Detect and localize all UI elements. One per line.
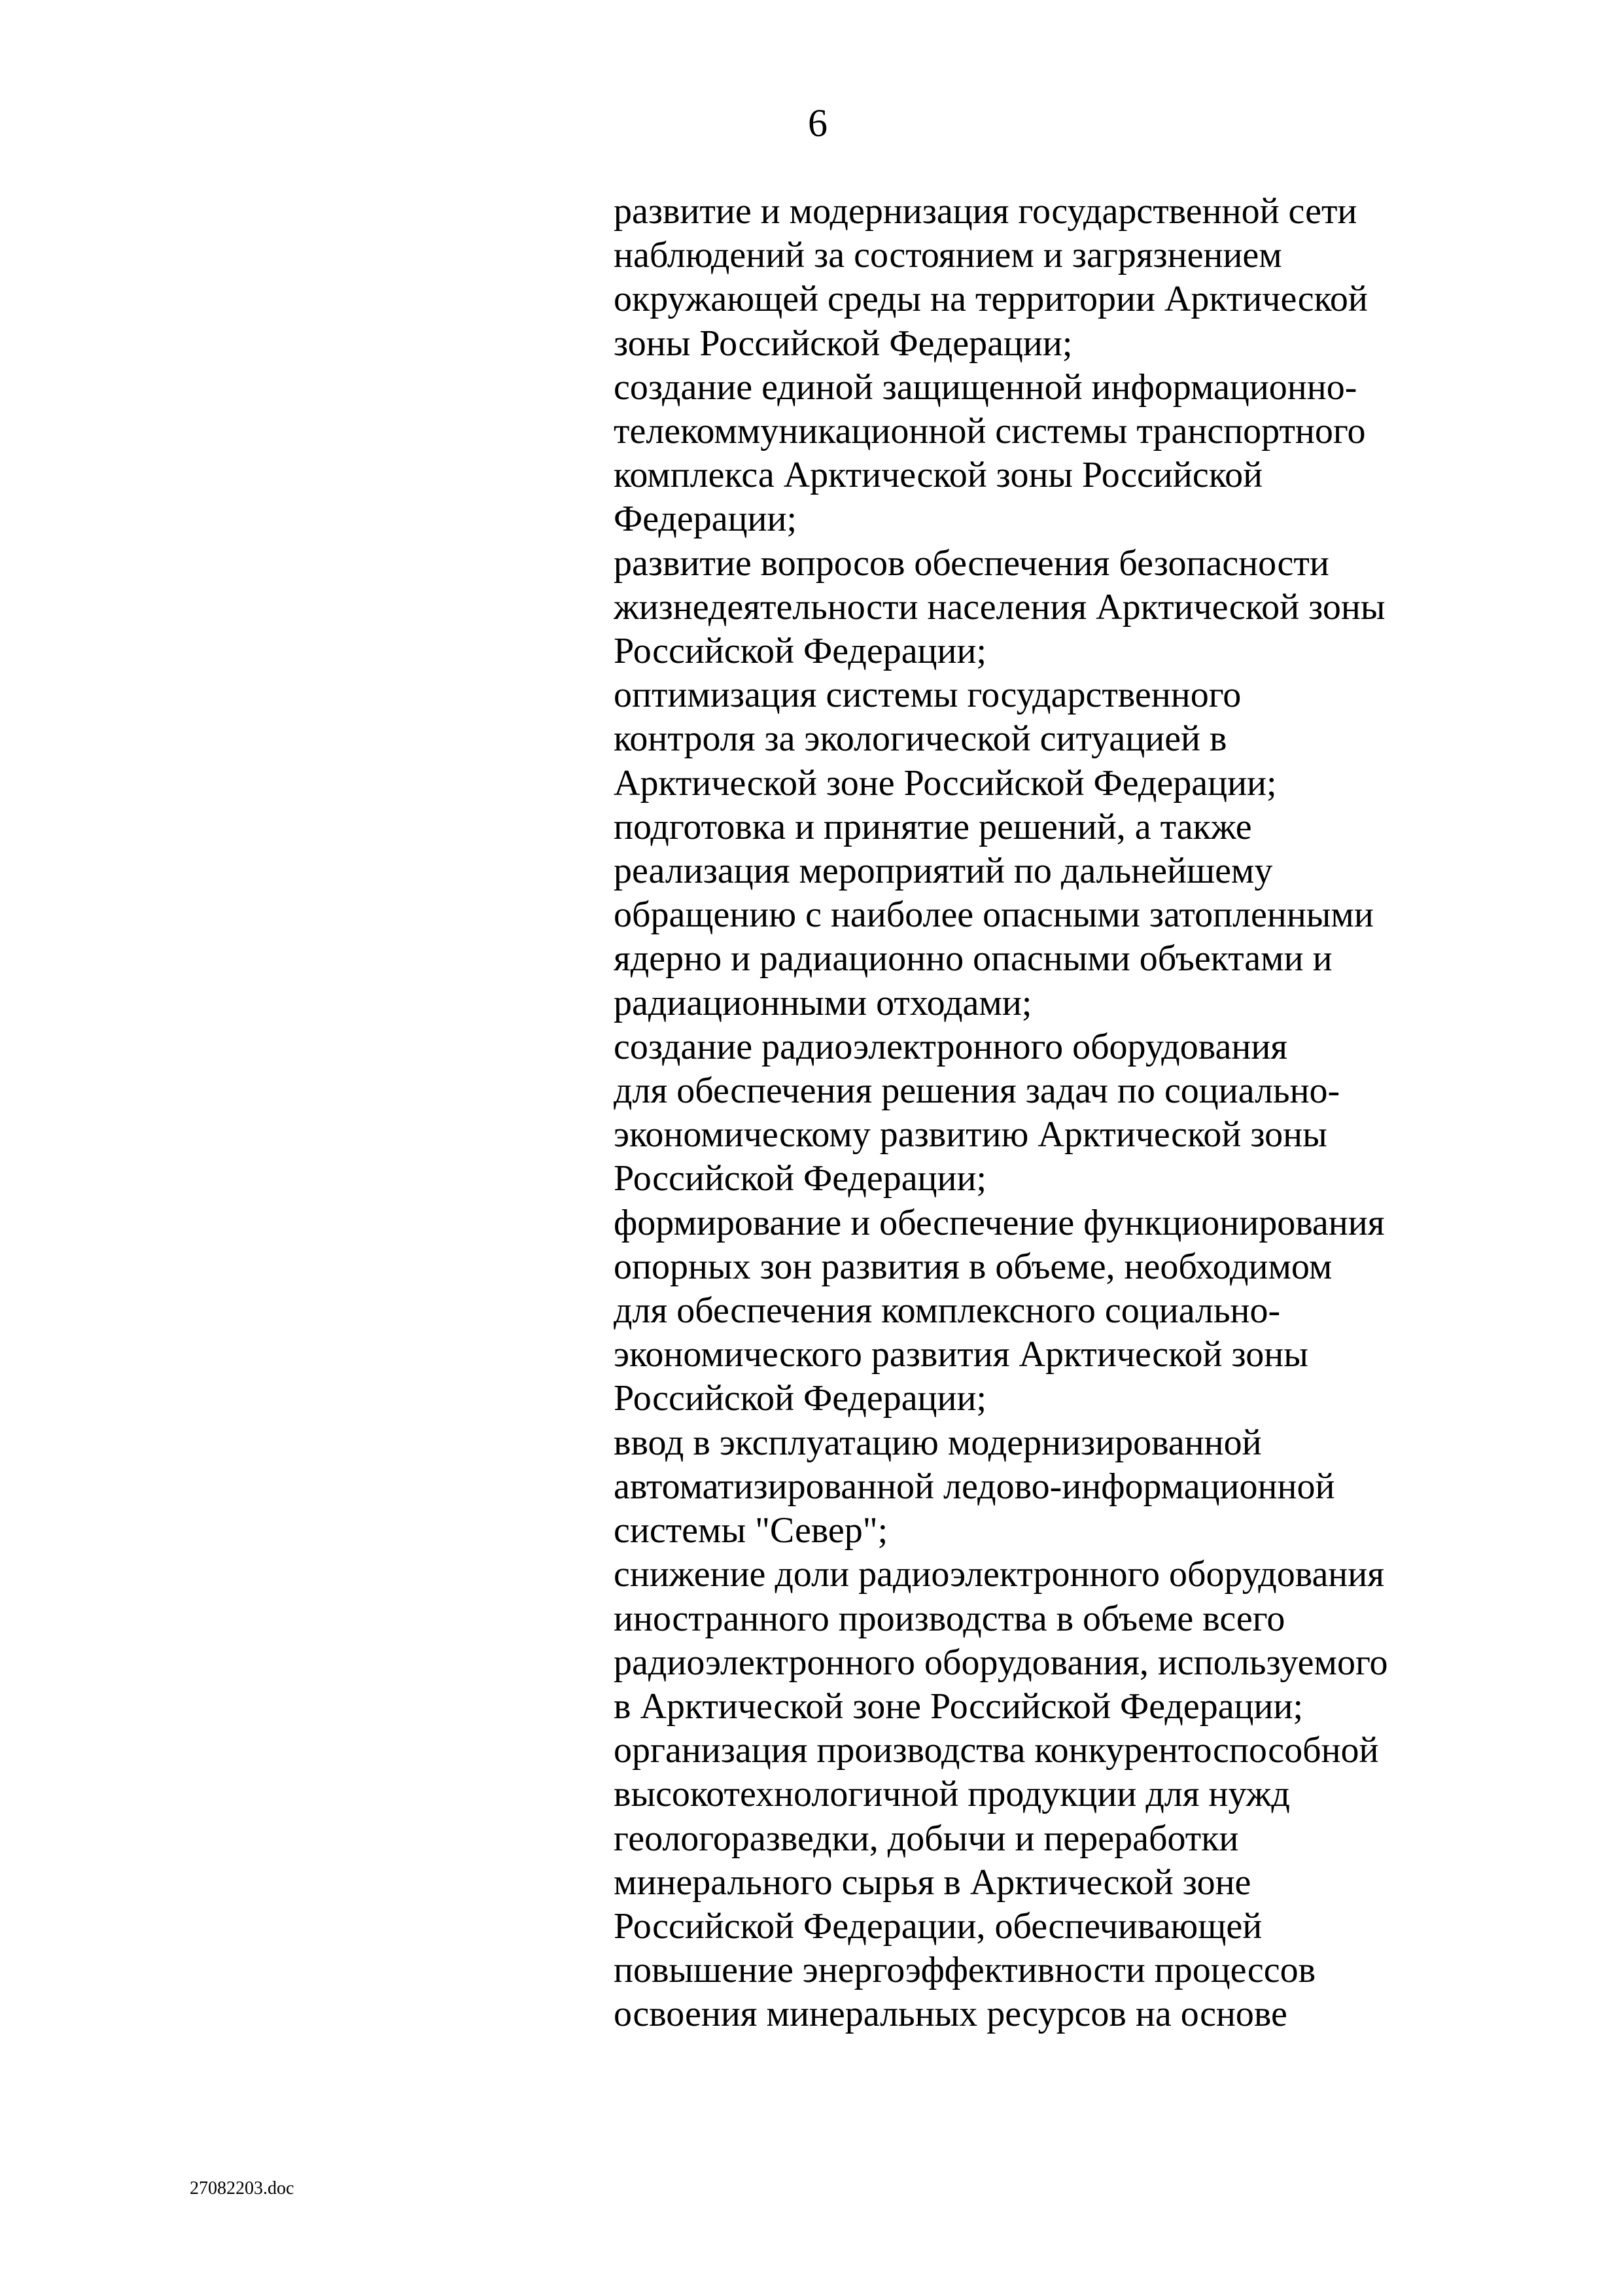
text-line: формирование и обеспечение функционирования [614, 1202, 1385, 1243]
text-line: окружающей среды на территории Арктической [614, 279, 1368, 320]
text-line: обращению с наиболее опасными затопленными [614, 894, 1374, 936]
text-line: создание единой защищенной информационно- [614, 366, 1357, 408]
text-line: автоматизированной ледово-информационной [614, 1466, 1335, 1507]
text-line: Российской Федерации; [614, 631, 987, 672]
text-line: освоения минеральных ресурсов на основе [614, 1994, 1287, 2035]
text-line: оптимизация системы государственного [614, 675, 1242, 716]
text-line: Федерации; [614, 499, 797, 540]
text-line: радиационными отходами; [614, 982, 1032, 1023]
text-line: высокотехнологичной продукции для нужд [614, 1774, 1290, 1815]
text-line: снижение доли радиоэлектронного оборудования [614, 1554, 1384, 1595]
file-name-footer: 27082203.doc [190, 2178, 294, 2199]
text-line: контроля за экологической ситуацией в [614, 718, 1227, 760]
text-line: повышение энергоэффективности процессов [614, 1950, 1316, 1991]
text-line: в Арктической зоне Российской Федерации; [614, 1686, 1304, 1727]
text-line: Арктической зоне Российской Федерации; [614, 762, 1277, 804]
text-line: создание радиоэлектронного оборудования [614, 1026, 1288, 1067]
text-line: для обеспечения решения задач по социально- [614, 1070, 1340, 1112]
text-line: телекоммуникационной системы транспортного [614, 411, 1366, 452]
text-line: ввод в эксплуатацию модернизированной [614, 1422, 1262, 1463]
text-line: Российской Федерации, обеспечивающей [614, 1905, 1263, 1947]
text-line: опорных зон развития в объеме, необходимом [614, 1246, 1333, 1287]
document-body [614, 190, 1490, 2037]
text-line: развитие вопросов обеспечения безопасности [614, 542, 1329, 584]
text-line: зоны Российской Федерации; [614, 323, 1073, 364]
text-line: реализация мероприятий по дальнейшему [614, 851, 1273, 892]
text-line: Российской Федерации; [614, 1378, 987, 1419]
text-line: наблюдений за состоянием и загрязнением [614, 235, 1282, 276]
text-line: ядерно и радиационно опасными объектами и [614, 938, 1333, 980]
text-line: комплекса Арктической зоны Российской [614, 455, 1263, 496]
text-line: подготовка и принятие решений, а также [614, 806, 1252, 847]
text-line: системы "Север"; [614, 1510, 888, 1551]
text-line: Российской Федерации; [614, 1158, 987, 1199]
text-line: геологоразведки, добычи и переработки [614, 1818, 1239, 1859]
text-line: развитие и модернизация государственной сети [614, 191, 1357, 232]
text-line: жизнедеятельности населения Арктической зоны [614, 586, 1386, 627]
text-line: экономическому развитию Арктической зоны [614, 1114, 1327, 1156]
page-number: 6 [808, 101, 828, 145]
text-line: организация производства конкурентоспособной [614, 1730, 1379, 1771]
text-line: экономического развития Арктической зоны [614, 1334, 1308, 1375]
text-line: минерального сырья в Арктической зоне [614, 1862, 1251, 1903]
text-line: для обеспечения комплексного социально- [614, 1290, 1281, 1332]
text-line: иностранного производства в объеме всего [614, 1598, 1285, 1639]
text-line: радиоэлектронного оборудования, используемого [614, 1642, 1388, 1683]
